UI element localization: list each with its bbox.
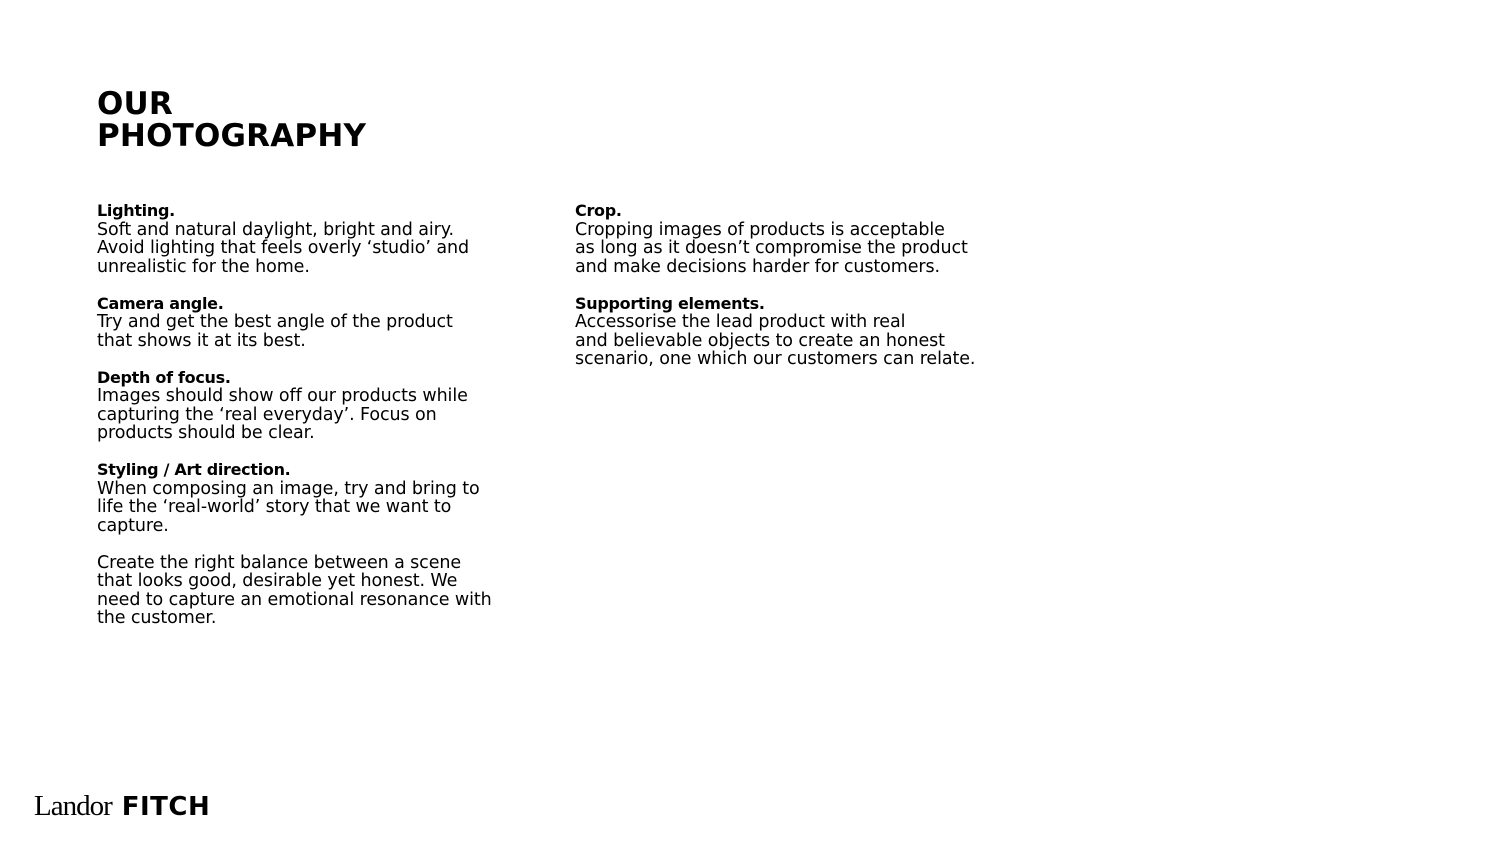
body-line: Cropping images of products is acceptable [575, 219, 945, 240]
body-line: Images should show off our products while [97, 386, 468, 406]
section-styling-art-direction [97, 461, 527, 535]
left-column [97, 202, 527, 646]
section-heading: Crop. [575, 201, 622, 220]
section-heading: Depth of focus. [97, 367, 231, 387]
section-body [97, 480, 527, 536]
section-balance-paragraph [97, 554, 527, 628]
section-body [97, 554, 527, 628]
body-line: scenario, one which our customers can relate. [575, 349, 976, 369]
section-camera-angle [97, 295, 527, 351]
section-heading: Supporting elements. [575, 293, 765, 313]
body-line: When composing an image, try and bring to [97, 478, 480, 499]
section-supporting-elements [575, 295, 1005, 369]
body-line: and make decisions harder for customers. [575, 256, 940, 277]
section-body [575, 221, 1005, 277]
section-depth-of-focus [97, 369, 527, 443]
body-line: as long as it doesn’t compromise the product [575, 238, 968, 258]
section-lighting [97, 202, 527, 276]
body-line: unrealistic for the home. [97, 256, 310, 277]
section-crop [575, 202, 1005, 276]
section-heading: Camera angle. [97, 293, 224, 313]
body-line: capture. [97, 515, 169, 536]
body-line: capturing the ‘real everyday’. Focus on [97, 404, 437, 425]
section-body [575, 313, 1005, 369]
page-title [97, 88, 366, 152]
logo-landor-wordmark: Landor [34, 790, 112, 822]
section-heading: Lighting. [97, 201, 175, 220]
body-line: Avoid lighting that feels overly ‘studio’ and [97, 238, 469, 258]
section-body [97, 313, 527, 350]
body-line: Try and get the best angle of the product [97, 312, 453, 332]
page-title-line-1: OUR [97, 86, 173, 122]
section-body [97, 221, 527, 277]
right-column [575, 202, 1005, 387]
page-title-line-2: PHOTOGRAPHY [97, 118, 367, 154]
body-line: need to capture an emotional resonance with [97, 589, 492, 610]
body-line: and believable objects to create an honest [575, 330, 945, 351]
body-line: life the ‘real-world’ story that we want to [97, 497, 452, 517]
body-line: products should be clear. [97, 423, 315, 443]
landor-fitch-logo [34, 790, 210, 824]
section-body [97, 387, 527, 443]
body-line: that shows it at its best. [97, 330, 306, 351]
section-heading: Styling / Art direction. [97, 460, 291, 479]
logo-fitch-wordmark: FITCH [121, 792, 211, 822]
body-line: Soft and natural daylight, bright and airy. [97, 219, 454, 240]
body-line: Create the right balance between a scene [97, 552, 462, 573]
body-line: Accessorise the lead product with real [575, 312, 906, 332]
body-line: the customer. [97, 608, 217, 628]
body-line: that looks good, desirable yet honest. We [97, 571, 458, 591]
